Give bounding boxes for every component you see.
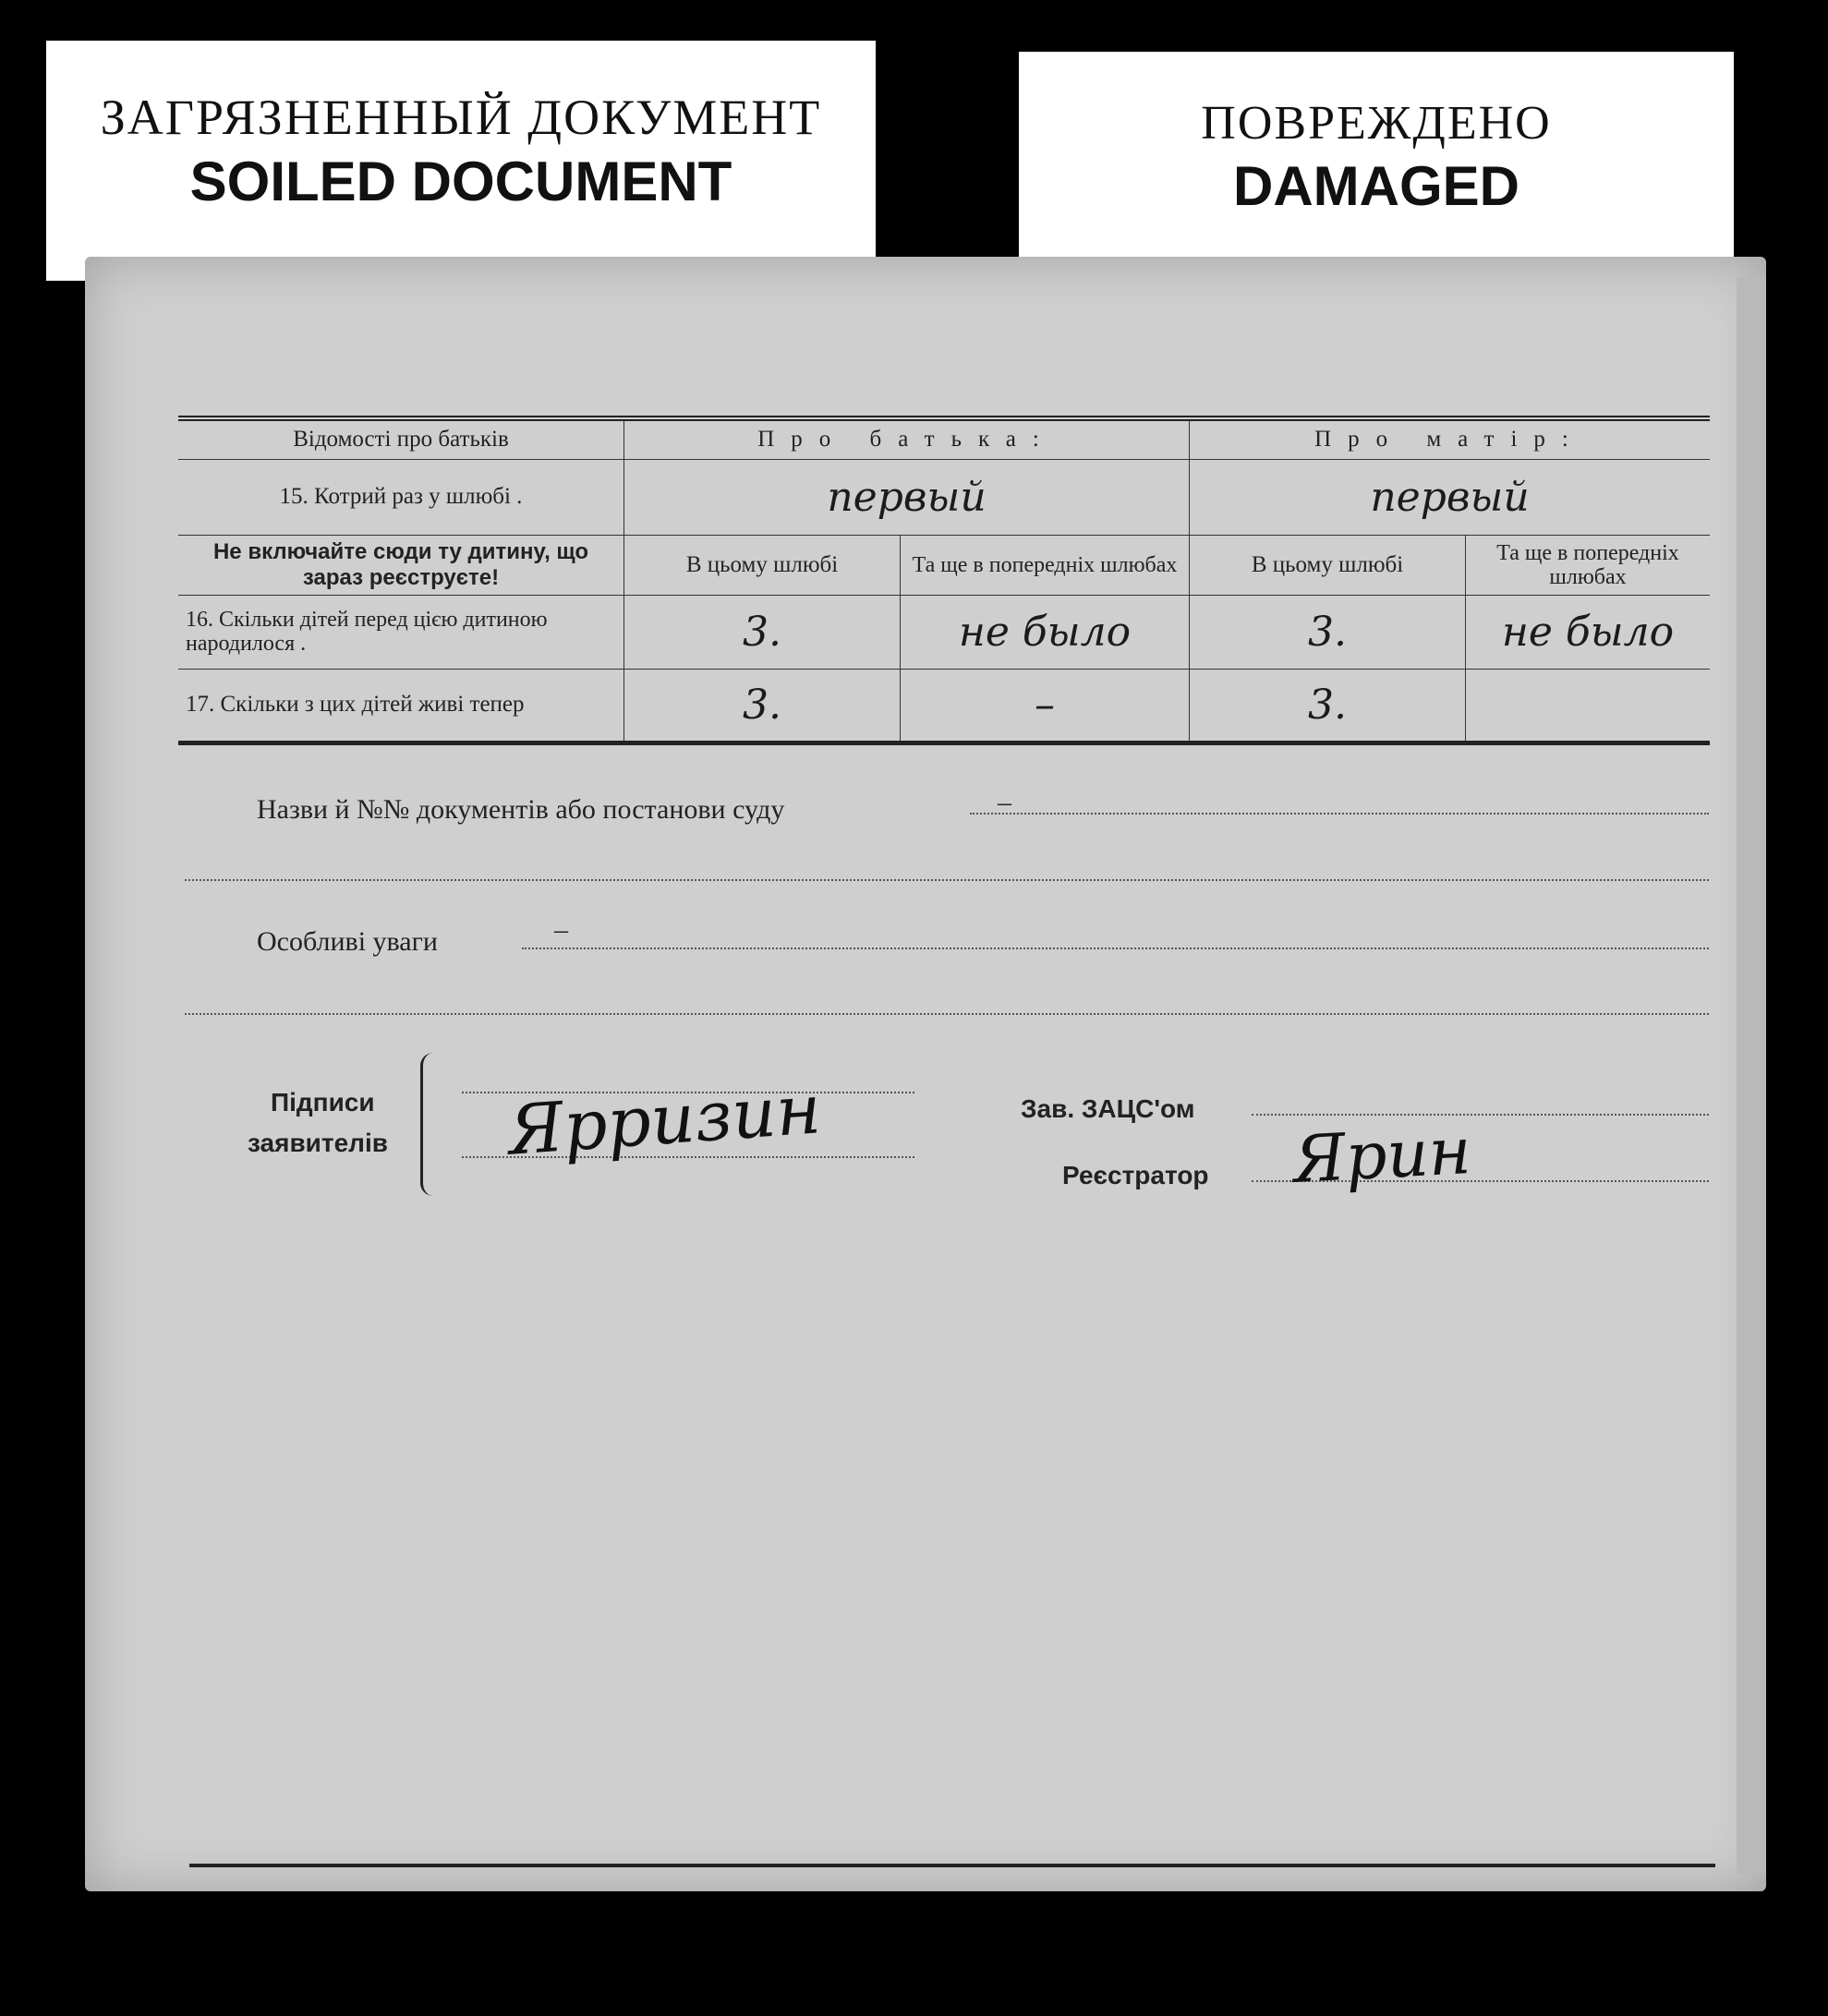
soiled-label-ru: ЗАГРЯЗНЕННЫЙ ДОКУМЕНТ <box>100 90 822 145</box>
damaged-label-ru: ПОВРЕЖДЕНО <box>1201 97 1552 150</box>
row16-father-prev: не было <box>901 595 1190 669</box>
damaged-document-label <box>1019 52 1734 283</box>
applicants-label-2: заявителів <box>248 1129 388 1157</box>
subheader-father-prev: Та ще в попередніх шлюбах <box>901 535 1190 595</box>
row16-mother-prev: не было <box>1466 595 1711 669</box>
row17-label: 17. Скільки з цих дітей живі тепер <box>178 669 624 742</box>
subheader-mother-prev: Та ще в попередніх шлюбах <box>1466 535 1711 595</box>
documents-line <box>970 813 1709 815</box>
subheader-father-this: В цьому шлюбі <box>624 535 901 595</box>
registrar-label: Реєстратор <box>1062 1161 1209 1189</box>
row15-father-value: первый <box>624 459 1190 535</box>
bottom-rule <box>189 1864 1715 1867</box>
row17-father-prev: – <box>901 669 1190 742</box>
row17-mother-prev <box>1466 669 1711 742</box>
header-father: Про батька: <box>624 418 1190 459</box>
applicant-signature: Ярризин <box>505 1069 824 1171</box>
remarks-label: Особливі уваги <box>257 926 438 957</box>
applicants-signatures-label: Підписи <box>271 1088 375 1117</box>
row16-label: 16. Скільки дітей перед цією дитиною народилося . <box>178 595 624 669</box>
documents-label: Назви й №№ документів або постанови суду <box>257 794 785 825</box>
row17-father-this: 3. <box>624 669 901 742</box>
row16-mother-this: 3. <box>1190 595 1466 669</box>
brace <box>420 1053 436 1196</box>
page-edge <box>1737 277 1766 1875</box>
soiled-document-label <box>46 41 876 281</box>
remarks-value: – <box>554 914 568 945</box>
head-line <box>1252 1114 1709 1116</box>
documents-value: – <box>998 787 1011 817</box>
row15-mother-value: первый <box>1190 459 1711 535</box>
header-mother: Про матір: <box>1190 418 1711 459</box>
row15-label: 15. Котрий раз у шлюбі . <box>178 459 624 535</box>
subheader-mother-this: В цьому шлюбі <box>1190 535 1466 595</box>
documents-line-2 <box>185 879 1709 881</box>
subheader-note: Не включайте сюди ту дитину, що зараз реєструєте! <box>178 535 624 595</box>
parents-info-table <box>178 416 1710 745</box>
remarks-line-2 <box>185 1013 1709 1015</box>
row17-mother-this: 3. <box>1190 669 1466 742</box>
header-parents-info: Відомості про батьків <box>178 418 624 459</box>
row16-father-this: 3. <box>624 595 901 669</box>
damaged-label-en: DAMAGED <box>1233 155 1519 217</box>
head-of-registry-label: Зав. ЗАЦС'ом <box>1021 1094 1195 1123</box>
remarks-line <box>522 948 1709 949</box>
soiled-label-en: SOILED DOCUMENT <box>189 151 732 212</box>
registrar-signature: Ярин <box>1290 1113 1473 1198</box>
